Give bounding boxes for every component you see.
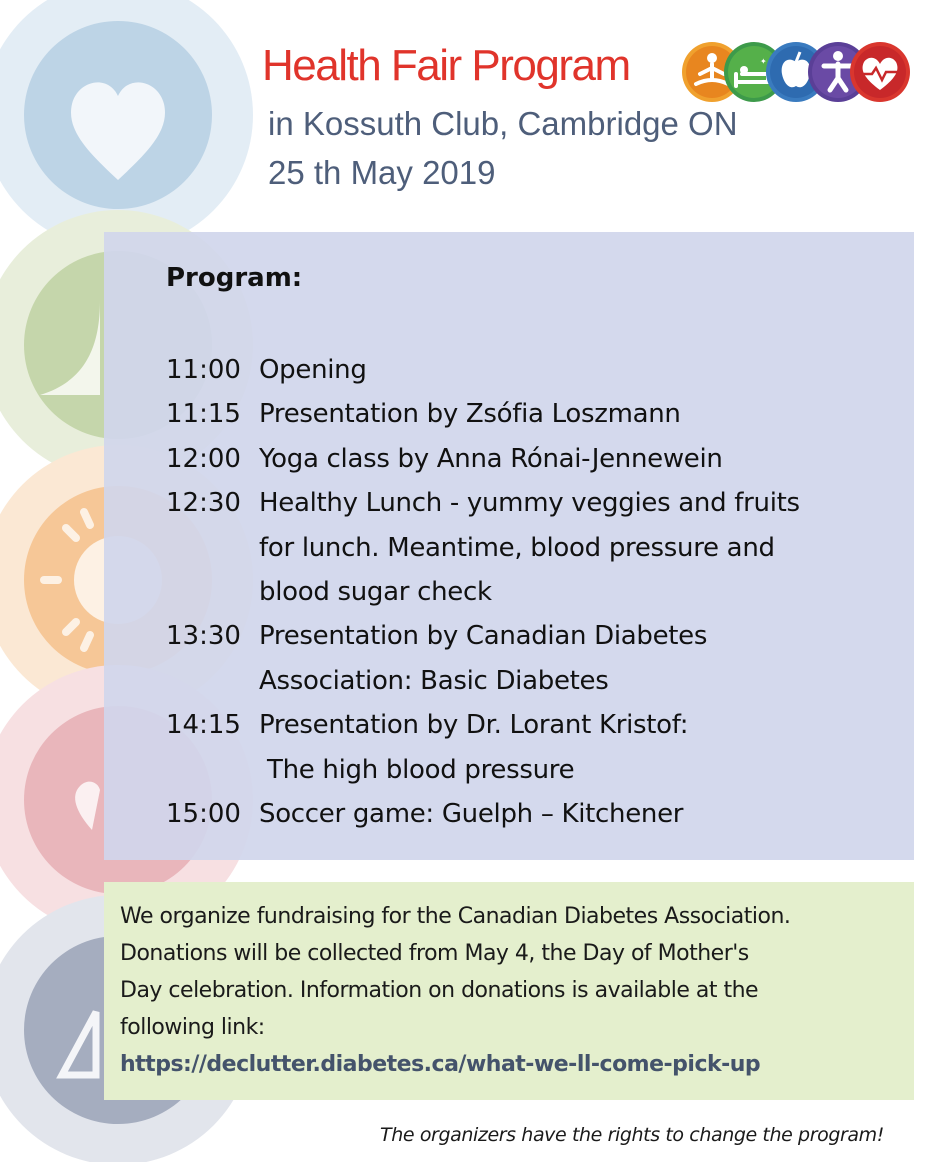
health-icons-strip (680, 40, 910, 104)
program-item-line: for lunch. Meantime, blood pressure and (259, 532, 775, 563)
footer-disclaimer: The organizers have the rights to change the program! (380, 1124, 884, 1146)
program-item-time: 14:15 (166, 710, 241, 741)
program-item (166, 614, 914, 703)
program-item-description (259, 792, 909, 836)
info-text-line: We organize fundraising for the Canadian Diabetes Association. (120, 904, 791, 929)
page-title: Health Fair Program (262, 41, 630, 90)
info-text-line: Day celebration. Information on donations is available at the (120, 978, 759, 1003)
date-subtitle: 25 th May 2019 (268, 154, 496, 191)
program-item-time: 11:15 (166, 399, 241, 430)
program-item-line: Healthy Lunch - yummy veggies and fruits (259, 488, 800, 519)
program-item-description (259, 348, 909, 392)
program-item-line: Association: Basic Diabetes (259, 665, 609, 696)
program-item-time: 15:00 (166, 799, 241, 830)
program-item-line: The high blood pressure (267, 754, 575, 785)
info-text-line: following link: (120, 1015, 265, 1040)
svg-text:✦: ✦ (760, 57, 767, 66)
program-item-description (259, 703, 909, 792)
program-item-line: Opening (259, 355, 367, 385)
program-item-time: 13:30 (166, 621, 241, 652)
program-item-description (259, 437, 909, 481)
program-item-line: Soccer game: Guelph – Kitchener (259, 799, 684, 830)
info-text-line: Donations will be collected from May 4, the Day of Mother's (120, 941, 749, 966)
program-item-line: Presentation by Dr. Lorant Kristof: (259, 710, 689, 741)
program-item-time: 12:30 (166, 488, 241, 519)
program-item-time: 11:00 (166, 355, 241, 385)
program-item (166, 703, 914, 792)
program-item-description (259, 392, 909, 436)
fundraising-info-panel (104, 882, 914, 1100)
venue-subtitle: in Kossuth Club, Cambridge ON (268, 105, 738, 142)
program-heading: Program: (166, 263, 303, 293)
program-list (166, 348, 914, 836)
program-item-description (259, 614, 909, 703)
program-panel (104, 232, 914, 860)
program-item-line: Presentation by Canadian Diabetes (259, 621, 708, 652)
program-item-line: blood sugar check (259, 577, 492, 608)
program-item (166, 392, 914, 436)
program-item-line: Yoga class by Anna Rónai-Jennewein (259, 443, 723, 474)
program-item (166, 348, 914, 392)
program-item (166, 481, 914, 614)
donation-link[interactable]: https://declutter.diabetes.ca/what-we-ll-come-pick-up (120, 1052, 761, 1077)
program-item (166, 792, 914, 836)
heart-pulse-icon (850, 42, 910, 102)
program-item (166, 437, 914, 481)
program-item-line: Presentation by Zsófia Loszmann (259, 399, 681, 430)
program-item-time: 12:00 (166, 443, 241, 474)
program-item-description (259, 481, 909, 614)
